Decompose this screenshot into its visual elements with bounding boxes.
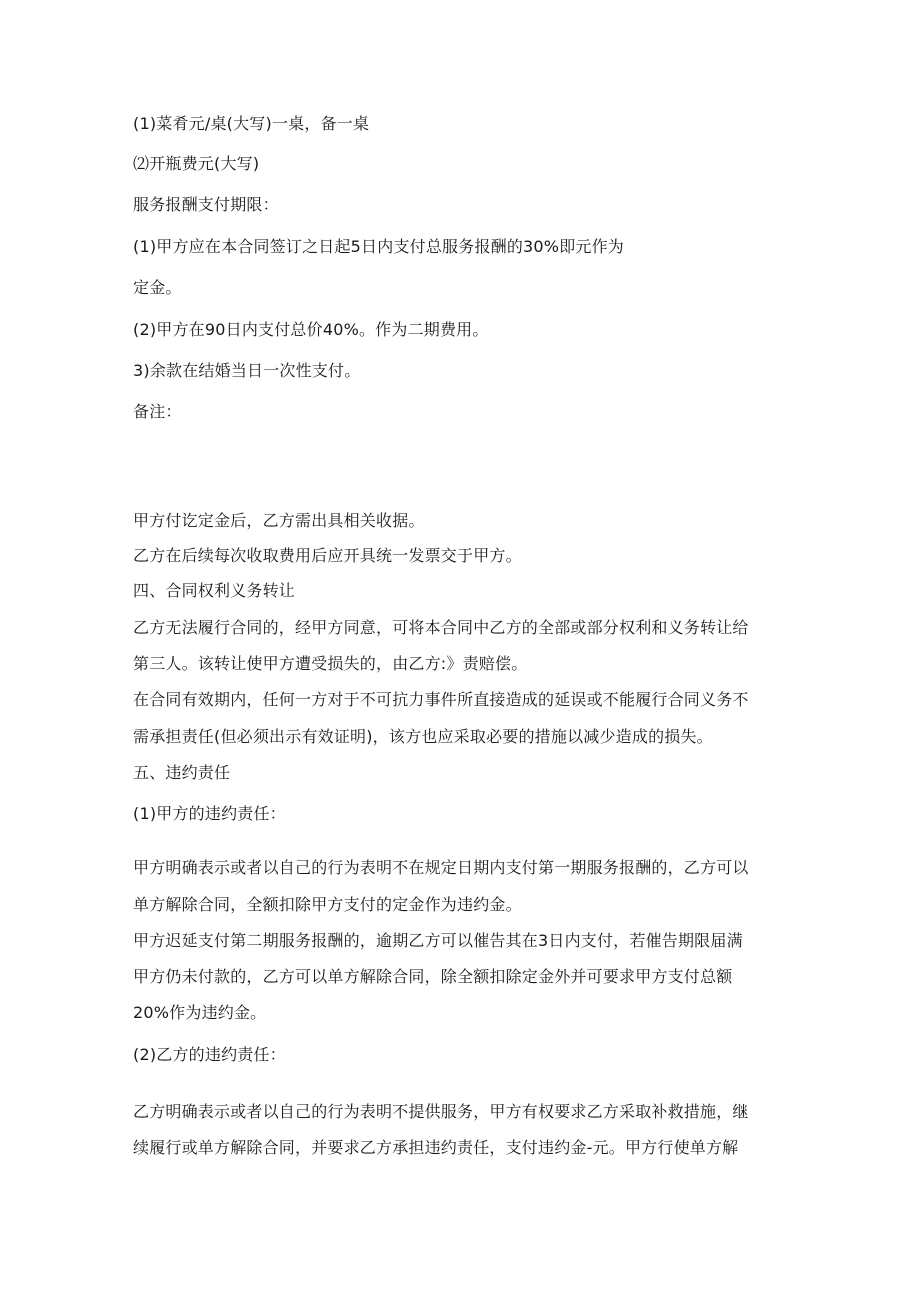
text-line: 20%作为违约金。 [133,1003,267,1022]
text-line: 在合同有效期内，任何一方对于不可抗力事件所直接造成的延误或不能履行合同义务不 [133,690,749,709]
text-line: 乙方明确表示或者以自己的行为表明不提供服务，甲方有权要求乙方采取补救措施，继 [133,1102,749,1121]
text-line: 单方解除合同，全额扣除甲方支付的定金作为违约金。 [133,895,522,914]
section-heading: 五、违约责任 [133,763,231,782]
text-line: ⑵开瓶费元(大写) [133,154,260,173]
text-line: 服务报酬支付期限： [133,195,279,214]
section-heading: 四、合同权利义务转让 [133,581,296,600]
text-line: 甲方仍未付款的，乙方可以单方解除合同，除全额扣除定金外并可要求甲方支付总额 [133,967,733,986]
text-line: 乙方无法履行合同的，经甲方同意，可将本合同中乙方的全部或部分权利和义务转让给 [133,618,749,637]
text-line: 3)余款在结婚当日一次性支付。 [133,361,361,380]
text-line: 续履行或单方解除合同，并要求乙方承担违约责任，支付违约金-元。甲方行使单方解 [133,1138,739,1157]
text-line: (1)甲方应在本合同签订之日起5日内支付总服务报酬的30%即元作为 [133,237,625,256]
text-line: (1)甲方的违约责任： [133,804,286,823]
text-line: 乙方在后续每次收取费用后应开具统一发票交于甲方。 [133,546,522,565]
text-line: 备注： [133,402,182,421]
text-line: 甲方付讫定金后，乙方需出具相关收据。 [133,511,425,530]
text-line: 需承担责任(但必须出示有效证明)，该方也应采取必要的措施以减少造成的损失。 [133,727,713,746]
text-line: 甲方迟延支付第二期服务报酬的，逾期乙方可以催告其在3日内支付，若催告期限届满 [133,931,743,950]
text-line: (1)菜肴元/桌(大写)一桌，备一桌 [133,114,370,133]
text-line: 甲方明确表示或者以自己的行为表明不在规定日期内支付第一期服务报酬的，乙方可以 [133,858,749,877]
text-line: (2)甲方在90日内支付总价40%。作为二期费用。 [133,320,489,339]
text-line: 定金。 [133,278,182,297]
text-line: 第三人。该转让使甲方遭受损失的，由乙方:》责赔偿。 [133,654,528,673]
text-line: (2)乙方的违约责任： [133,1045,286,1064]
